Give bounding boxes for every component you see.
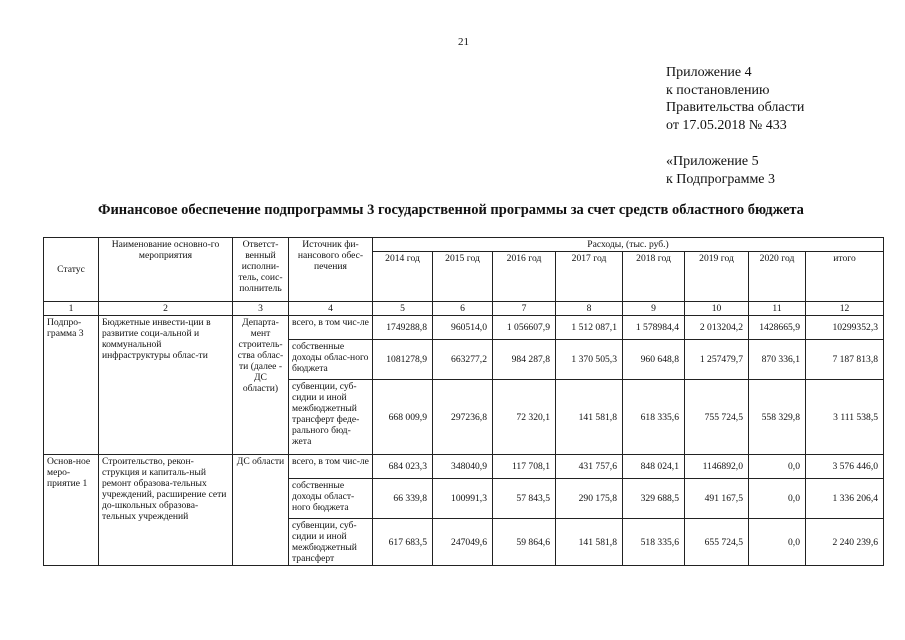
column-number-row [44,302,884,316]
year-value-cell: 141 581,8 [556,519,623,566]
column-number: 2 [99,302,233,316]
year-value-cell: 0,0 [749,519,806,566]
year-value-cell: 0,0 [749,455,806,479]
year-value-cell: 668 009,9 [373,380,433,455]
appendix-block [666,64,804,134]
header-year: 2016 год [493,252,556,302]
year-value-cell: 960 648,8 [623,340,685,380]
year-value-cell: 1 512 087,1 [556,316,623,340]
year-value-cell: 57 843,5 [493,479,556,519]
year-value-cell: 684 023,3 [373,455,433,479]
header-total: итого [806,252,884,302]
column-number: 3 [233,302,289,316]
column-number: 9 [623,302,685,316]
appendix-line: к постановлению [666,82,770,98]
year-value-cell: 755 724,5 [685,380,749,455]
column-number: 8 [556,302,623,316]
header-responsible: Ответст-венный исполни-тель, соис-полнитель [233,238,289,302]
funding-source-cell: собственные доходы област-ного бюджета [289,479,373,519]
year-value-cell: 297236,8 [433,380,493,455]
table-row [44,455,884,479]
financing-table [43,237,884,566]
header-year: 2017 год [556,252,623,302]
year-value-cell: 960514,0 [433,316,493,340]
funding-source-cell: всего, в том чис-ле [289,455,373,479]
header-row [44,238,884,252]
year-value-cell: 1 056607,9 [493,316,556,340]
header-name: Наименование основно-го мероприятия [99,238,233,302]
year-value-cell: 870 336,1 [749,340,806,380]
column-number: 7 [493,302,556,316]
year-value-cell: 431 757,6 [556,455,623,479]
year-value-cell: 1749288,8 [373,316,433,340]
total-cell: 3 576 446,0 [806,455,884,479]
status-cell: Основ-ное меро-приятие 1 [44,455,99,566]
column-number: 1 [44,302,99,316]
activity-name-cell: Строительство, рекон-струкция и капиталь-ный ремонт образова-тельных учреждений, расширение сети до-школьных образова-тельных учреждений [99,455,233,566]
year-value-cell: 1428665,9 [749,316,806,340]
status-cell: Подпро-грамма 3 [44,316,99,455]
year-value-cell: 290 175,8 [556,479,623,519]
year-value-cell: 348040,9 [433,455,493,479]
funding-source-cell: субвенции, суб-сидии и иной межбюджетный трансферт феде-рального бюд-жета [289,380,373,455]
year-value-cell: 491 167,5 [685,479,749,519]
header-expenses: Расходы, (тыс. руб.) [373,238,884,252]
column-number: 12 [806,302,884,316]
year-value-cell: 518 335,6 [623,519,685,566]
column-number: 6 [433,302,493,316]
year-value-cell: 66 339,8 [373,479,433,519]
responsible-cell: ДС области [233,455,289,566]
funding-source-cell: всего, в том чис-ле [289,316,373,340]
appendix-line: от 17.05.2018 № 433 [666,117,787,133]
page-number: 21 [458,36,469,48]
header-source: Источник фи-нансового обес-печения [289,238,373,302]
header-status: Статус [44,238,99,302]
total-cell: 3 111 538,5 [806,380,884,455]
header-year: 2019 год [685,252,749,302]
appendix-line: Правительства области [666,100,805,115]
appendix-line: Приложение 4 [666,65,752,80]
year-value-cell: 1081278,9 [373,340,433,380]
year-value-cell: 1 578984,4 [623,316,685,340]
funding-source-cell: субвенции, суб-сидии и иной межбюджетный трансферт [289,519,373,566]
table-row [44,316,884,340]
year-value-cell: 247049,6 [433,519,493,566]
year-value-cell: 663277,2 [433,340,493,380]
year-value-cell: 1146892,0 [685,455,749,479]
total-cell: 2 240 239,6 [806,519,884,566]
year-value-cell: 329 688,5 [623,479,685,519]
header-year: 2018 год [623,252,685,302]
appendix-ref-line: к Подпрограмме 3 [666,171,776,187]
funding-source-cell: собственные доходы облас-ного бюджета [289,340,373,380]
year-value-cell: 100991,3 [433,479,493,519]
year-value-cell: 2 013204,2 [685,316,749,340]
header-year: 2015 год [433,252,493,302]
header-year: 2014 год [373,252,433,302]
header-year: 2020 год [749,252,806,302]
column-number: 11 [749,302,806,316]
year-value-cell: 0,0 [749,479,806,519]
appendix-ref-line: «Приложение 5 [666,154,759,169]
year-value-cell: 1 370 505,3 [556,340,623,380]
responsible-cell: Департа-мент строитель-ства облас-ти (далее - ДС области) [233,316,289,455]
year-value-cell: 984 287,8 [493,340,556,380]
year-value-cell: 558 329,8 [749,380,806,455]
appendix-reference-block [666,153,775,188]
year-value-cell: 59 864,6 [493,519,556,566]
year-value-cell: 72 320,1 [493,380,556,455]
year-value-cell: 141 581,8 [556,380,623,455]
total-cell: 1 336 206,4 [806,479,884,519]
column-number: 4 [289,302,373,316]
year-value-cell: 618 335,6 [623,380,685,455]
document-title: Финансовое обеспечение подпрограммы 3 государственной программы за счет средств областного бюджета [98,202,804,218]
column-number: 10 [685,302,749,316]
year-value-cell: 617 683,5 [373,519,433,566]
year-value-cell: 655 724,5 [685,519,749,566]
activity-name-cell: Бюджетные инвести-ции в развитие соци-альной и коммунальной инфраструктуры облас-ти [99,316,233,455]
total-cell: 10299352,3 [806,316,884,340]
column-number: 5 [373,302,433,316]
total-cell: 7 187 813,8 [806,340,884,380]
year-value-cell: 1 257479,7 [685,340,749,380]
year-value-cell: 117 708,1 [493,455,556,479]
year-value-cell: 848 024,1 [623,455,685,479]
